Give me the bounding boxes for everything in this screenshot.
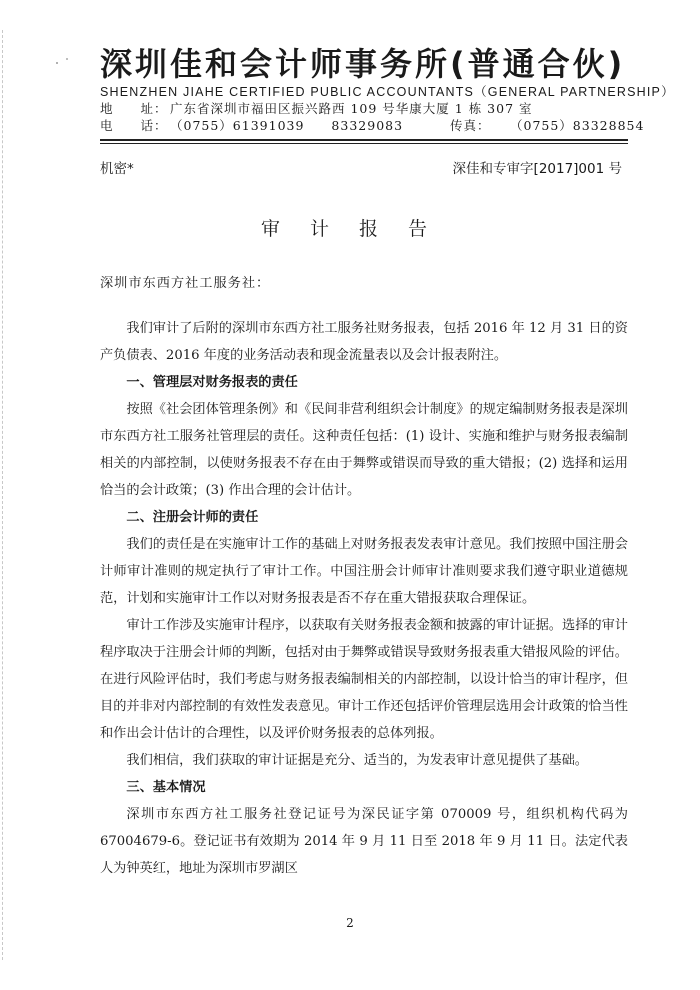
confidential-mark: 机密*	[100, 161, 134, 177]
scan-speck	[56, 62, 58, 64]
addressee: 深圳市东西方社工服务社：	[100, 276, 271, 291]
document-number: 深佳和专审字[2017]001 号	[452, 161, 622, 177]
body-paragraph: 审计工作涉及实施审计程序，以获取有关财务报表金额和披露的审计证据。选择的审计程序取决于注册会计师的判断，包括对由于舞弊或错误导致财务报表重大错报风险的评估。在进行风险评估时，我们考虑与财务报表编制相关的内部控制，以设计恰当的审计程序，但目的并非对内部控制的有效性发表意见。审计工作还包括评价管理层选用会计政策的恰当性和作出会计估计的合理性，以及评价财务报表的总体列报。	[100, 618, 628, 741]
body-paragraph: 我们相信，我们获取的审计证据是充分、适当的，为发表审计意见提供了基础。	[126, 753, 588, 768]
firm-name-cn: 深圳佳和会计师事务所(普通合伙)	[100, 45, 626, 83]
address-label: 地 址：	[100, 101, 168, 116]
report-body	[100, 270, 628, 882]
fax-value: （0755）83328854	[510, 118, 645, 133]
body-paragraph: 我们的责任是在实施审计工作的基础上对财务报表发表审计意见。我们按照中国注册会计师审计准则的规定执行了审计工作。中国注册会计师审计准则要求我们遵守职业道德规范，计划和实施审计工作以对财务报表是否不存在重大错报获取合理保证。	[100, 537, 628, 606]
fax-label: 传真：	[450, 118, 491, 133]
report-blocks	[100, 315, 628, 882]
body-paragraph: 我们审计了后附的深圳市东西方社工服务社财务报表，包括 2016 年 12 月 31 日的资产负债表、2016 年度的业务活动表和现金流量表以及会计报表附注。	[100, 321, 628, 363]
tel-label: 电 话：	[100, 118, 168, 133]
letterhead-rule	[100, 139, 628, 141]
letterhead-rule-thin	[100, 143, 628, 144]
section-heading: 三、基本情况	[126, 780, 206, 795]
scan-edge-marks	[2, 30, 9, 960]
page-number: 2	[346, 916, 354, 930]
firm-name-en: SHENZHEN JIAHE CERTIFIED PUBLIC ACCOUNTANTS（GENERAL PARTNERSHIP）	[100, 85, 675, 99]
scan-speck	[66, 58, 68, 60]
address-line	[100, 100, 640, 117]
address-value: 广东省深圳市福田区振兴路西 109 号华康大厦 1 栋 307 室	[170, 101, 533, 116]
body-paragraph: 深圳市东西方社工服务社登记证号为深民证字第 070009 号，组织机构代码为 67004679-6。登记证书有效期为 2014 年 9 月 11 日至 2018 年 9 月 11 日。法定代表人为钟英红，地址为深圳市罗湖区	[100, 807, 628, 876]
section-heading: 二、注册会计师的责任	[126, 510, 259, 525]
letterhead	[100, 44, 675, 134]
tel-value: （0755）61391039 83329083	[170, 118, 404, 133]
contact-line	[100, 117, 645, 134]
body-paragraph: 按照《社会团体管理条例》和《民间非营利组织会计制度》的规定编制财务报表是深圳市东西方社工服务社管理层的责任。这种责任包括：(1) 设计、实施和维护与财务报表编制相关的内部控制，以使财务报表不存在由于舞弊或错误而导致的重大错报；(2) 选择和运用恰当的会计政策；(3) 作出合理的会计估计。	[100, 402, 628, 498]
report-title: 审 计 报 告	[260, 218, 440, 240]
section-heading: 一、管理层对财务报表的责任	[126, 375, 298, 390]
